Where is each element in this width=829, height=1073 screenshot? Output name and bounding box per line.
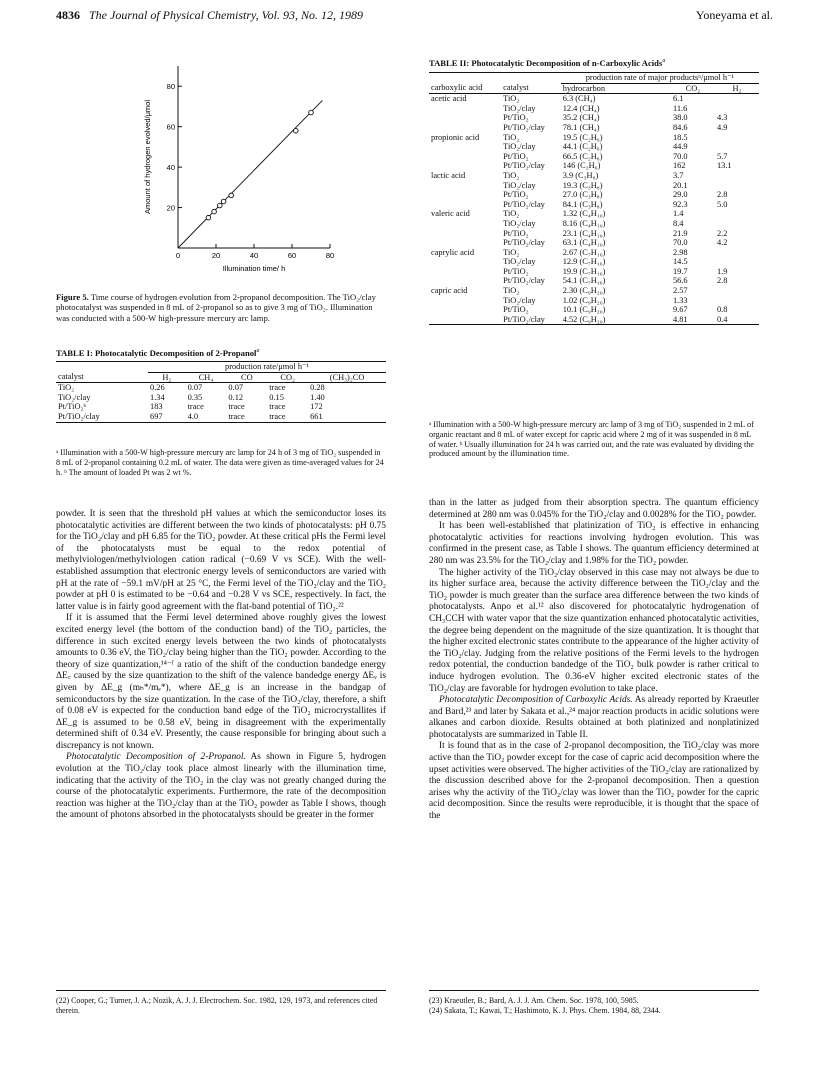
table-row [429,276,759,286]
data-point [309,110,314,115]
table-2-cell: 2.8 [716,276,728,286]
table-2-cell [715,133,759,143]
table-2-cell [429,238,501,248]
x-axis-label: Illumination time/ h [222,264,286,273]
table-1-cell: trace [187,402,204,412]
right-column [429,498,759,823]
table-2-cell: 146 (C₂H₆) [562,161,601,171]
y-tick-label: 20 [166,203,175,213]
table-2-cell: 0.8 [716,305,728,315]
table-2-cell: TiO₂ [503,132,520,142]
left-paragraph-3-text: As shown in Figure 5, hydrogen evolution at the TiO₂/clay took place almost linearly with the illumination time, indicating that the activity of the TiO₂ in the clay was not greatly changed during the course of the photocatalytic experiments. Furthermore, the rate of the decomposition reaction was higher at the TiO₂/clay than at the TiO₂ powder as Table I shows, though the amount of photons absorbed in the photocatalysts should be greater in the former [56,752,386,821]
left-paragraph-2: If it is assumed that the Fermi level determined above roughly gives the lowest excited energy level (the bottom of the conduction band) of the TiO₂ particles, the difference in such excited energy levels between the two kinds of photocatalysts amounts to 0.36 eV, the TiO₂/clay being higher than the TiO₂ powder. According to the theory of size quantization,¹⁴⁻ᶠ a ratio of the shift of the conduction bandedge energy ΔE꜀ caused by the size quantization to the shift of the valence bandedge energy ΔEᵥ is given by ΔE_g (mₕ*/mₑ*), where ΔE_g is an increase in the bandgap of semiconductors by the size quantization. In the case of the TiO₂/clay, therefore, a shift of 0.08 eV is expected for the conduction band edge of the TiO₂ microcrystallites if ΔE_g is assumed to be 0.58 eV, being in disagreement with the experimentally determined shift of 0.34 eV. Presently, the cause responsible for bringing about such a discrepancy is not known. [56,613,386,751]
table-row [429,142,759,152]
table-row [429,229,759,239]
table-2-cell [715,296,759,306]
table-row [429,190,759,200]
table-2-cell [429,123,501,133]
reference-22: (22) Cooper, G.; Turner, J. A.; Nozik, A. J. J. Electrochem. Soc. 1982, 129, 1973, and references cited therein. [56,996,378,1015]
y-tick-label: 80 [166,82,175,92]
table-2-cell: Pt/TiO₂ [503,113,529,123]
figure-5-chart [134,52,344,290]
table-2-cell: 35.2 (CH₄) [562,113,600,123]
table-2-cell: Pt/TiO₂ [503,190,529,200]
table-2-cell: 2.8 [716,190,728,200]
table-row [429,133,759,143]
table-2-cell [429,190,501,200]
table-1-cell: trace [269,402,286,412]
table-2-footnote: ᵃ Illumination with a 500-W high-pressure mercury arc lamp of 3 mg of TiO₂ suspended in 2 mL of organic reactant and 8 mL of water except for capric acid where 2 mg of it was suspended in 8 mL of water. ᵇ Usually illumination for 24 h was carried out, and the rate was evaluated by dividing the produced amount by the illumination time. [429,420,754,459]
data-point [229,193,234,198]
references-rule-right [429,990,759,991]
table-2-cell [429,276,501,286]
table-2-cell: 11.6 [672,103,688,113]
table-1-cell: 0.35 [187,392,203,402]
left-column [56,509,386,822]
right-paragraph-4 [429,695,759,741]
table-2-cell [429,104,501,114]
table-2-cell: 21.9 [672,228,688,238]
table-1-cell: 1.40 [310,392,325,402]
table-2-cell: 5.0 [716,199,728,209]
table-row [56,393,386,403]
page-number: 4836 [56,8,80,22]
table-2-cell: TiO₂ [503,286,520,296]
table-2-cell [715,104,759,114]
right-paragraph-5: It is found that as in the case of 2-propanol decomposition, the TiO₂/clay was more active than the TiO₂ powder except for the case of capric acid decomposition where the upset activities were observed. The higher activities of the TiO₂/clay are rationalized by the discussion described above for the 2-propanol decomposition. Then a question arises why the activity of the TiO₂/clay was lower than the TiO₂ powder for the capric acid decomposition. Since the results were reproducible, it is thought that the space of the [429,741,759,822]
table-2-cell: lactic acid [431,170,466,180]
table-2-header-0: carboxylic acid [431,83,483,93]
table-2-cell: acetic acid [431,94,467,104]
table-1-cell: trace [269,383,286,393]
x-tick-label: 40 [249,251,259,260]
x-tick-label: 60 [287,251,297,260]
data-point [221,199,226,204]
table-2-cell: 2.30 (C₉H₂₀) [562,286,606,296]
table-2-cell: Pt/TiO₂ [503,151,529,161]
table-2-cell [715,142,759,152]
table-2-cell: 4.52 (C₉H₂₀) [562,314,606,324]
table-row [429,113,759,123]
table-2-cell: TiO₂/clay [503,142,536,152]
table-2-cell: TiO₂/clay [503,218,536,228]
table-2-cell [429,267,501,277]
table-2-cell: Pt/TiO₂/clay [503,238,545,248]
table-2-cell: 2.98 [672,247,688,257]
table-2-cell [715,94,759,104]
data-point [294,128,299,133]
figure-5-caption-label: Figure 5. [56,292,89,302]
table-1-cell: 4.0 [187,411,199,421]
table-2-cell: Pt/TiO₂ [503,228,529,238]
table-2-grid [429,72,759,325]
table-2-title [429,58,665,68]
table-1-cell: Pt/TiO₂/clay [58,411,100,421]
table-2-cell: 54.1 (C₇H₁₆) [562,276,606,286]
table-2-title-text: TABLE II: Photocatalytic Decomposition of n-Carboxylic Acids [429,58,663,68]
table-2-cell: TiO₂ [503,247,520,257]
table-1-title-text: TABLE I: Photocatalytic Decomposition of 2-Propanol [56,348,257,358]
table-1-cell: TiO₂/clay [58,392,91,402]
table-row [429,286,759,296]
table-1-cell: 183 [150,402,163,412]
table-2-cell [429,257,501,267]
table-2-cell: 0.4 [716,314,728,324]
table-1-header-3: CO [241,372,253,382]
table-2 [429,72,759,325]
table-2-cell: 70.0 [672,151,688,161]
table-2-cell: 2.2 [716,228,728,238]
table-2-cell: 84.1 (C₃H₈) [562,199,603,209]
left-paragraph-1: powder. It is seen that the threshold pH values at which the semiconductor loses its photocatalytic activities are different between the two kinds of photocatalysts: pH 0.75 for the TiO₂/clay and pH 6.85 for the TiO₂ powder. At these critical pHs the Fermi level of the photocatalysts must be equal to the redox potential of methylviologen/methylviologen cation radical (−0.69 V vs SCE). With the well-established assumption that electronic energy levels of semiconductors are varied with pH at the rate of −59.1 mV/pH at 25 °C, the Fermi level of the TiO₂/clay and the TiO₂ powder at pH 0 is estimated to be −0.64 and −0.28 V vs SCE, respectively. In fact, the latter value is in fairly good agreement with the flat-band potential of TiO₂.²² [56,509,386,612]
table-2-cell: TiO₂ [503,209,520,219]
reference-24: (24) Sakata, T.; Kawai, T.; Hashimoto, K. J. Phys. Chem. 1984, 88, 2344. [429,1006,661,1015]
figure-5-caption [56,292,386,323]
table-1-footnote: ᵃ Illumination with a 500-W high-pressure mercury arc lamp for 24 h of 3 mg of TiO₂ suspended in 8 mL of 2-propanol containing 0.2 mL of water. The data were given as time-averaged values for 24 h. ᵇ The amount of loaded Pt was 2 wt %. [56,448,384,477]
table-2-cell: 19.3 (C₃H₈) [562,180,603,190]
table-2-cell: 4.3 [716,113,728,123]
section-heading-carboxylic: Photocatalytic Decomposition of Carboxylic Acids. [439,695,633,706]
table-row [429,161,759,171]
table-1-cell: 697 [150,411,163,421]
table-2-cell: 1.9 [716,266,728,276]
table-2-cell: 44.1 (C₂H₆) [562,142,603,152]
table-2-header-4: H₂ [732,83,742,93]
table-2-cell: 10.1 (C₉H₂₀) [562,305,606,315]
right-paragraph-4-text: As already reported by Kraeutler and Bard,²³ and later by Sakata et al.,²⁴ major reaction products in acidic solutions were alkanes and carbon dioxide. Results obtained at both platinized and nonplatinized photocatalysts are summarized in Table II. [429,695,759,740]
table-1-spanner: production rate/μmol h⁻¹ [148,362,386,373]
table-2-cell [429,200,501,210]
table-2-cell: 5.7 [716,151,728,161]
table-2-cell: TiO₂/clay [503,295,536,305]
table-1-cell: 661 [310,411,323,421]
y-tick-label: 40 [166,163,175,173]
table-2-cell: 14.5 [672,257,688,267]
table-1-cell: 0.07 [187,383,203,393]
table-row [429,171,759,181]
table-2-cell [429,305,501,315]
figure-5 [134,52,344,290]
table-2-title-mark: a [662,58,666,65]
table-2-cell: Pt/TiO₂/clay [503,199,545,209]
table-2-cell: 8.16 (C₄H₁₀) [562,218,606,228]
table-1-grid [56,361,386,423]
table-row [429,305,759,315]
table-1-header-0: catalyst [58,372,84,382]
table-2-cell: 1.33 [672,295,688,305]
table-2-cell: 19.9 (C₇H₁₆) [562,266,606,276]
table-2-cell: 18.5 [672,132,688,142]
table-2-cell: 66.5 (C₂H₆) [562,151,603,161]
table-1-cell: TiO₂ [58,383,75,393]
table-2-cell: 12.9 (C₇H₁₆) [562,257,606,267]
table-1-header-4: CO₂ [280,372,295,382]
table-2-cell: Pt/TiO₂/clay [503,314,545,324]
data-point [218,203,223,208]
table-1-cell: trace [228,402,245,412]
figure-5-caption-text: Time course of hydrogen evolution from 2-propanol decomposition. The TiO₂/clay photocatalyst was suspended in 8 mL of 2-propanol so as to give 3 mg of TiO₂. Illumination was conducted with a 500-W high-pressure mercury arc lamp. [56,292,376,323]
table-2-cell [715,257,759,267]
table-2-cell [429,229,501,239]
table-2-cell: TiO₂ [503,94,520,104]
table-1-cell: 1.34 [150,392,165,402]
table-2-cell: 1.32 (C₄H₁₀) [562,209,606,219]
table-2-header-1: catalyst [503,83,529,93]
table-2-cell: 38.0 [672,113,688,123]
table-2-cell: TiO₂/clay [503,257,536,267]
table-2-cell [429,142,501,152]
table-row [429,267,759,277]
table-1-cell: 0.12 [228,392,244,402]
table-2-header-2: hydrocarbon [562,83,606,93]
table-2-cell: 1.4 [672,209,684,219]
x-tick-label: 20 [211,251,221,260]
table-2-cell: 12.4 (CH₄) [562,103,600,113]
table-1-cell: 0.07 [228,383,244,393]
table-1-cell: Pt/TiO₂ᵇ [58,402,87,412]
table-row [429,200,759,210]
table-1 [56,361,386,423]
table-row [56,412,386,422]
table-2-cell [715,286,759,296]
table-2-spanner: production rate of major productsᵇ/μmol h⁻¹ [561,73,759,84]
section-heading-2-propanol: Photocatalytic Decomposition of 2-Propanol. [66,752,246,763]
table-2-cell: 6.1 [672,94,684,104]
table-row [429,238,759,248]
table-2-cell: Pt/TiO₂/clay [503,122,545,132]
table-2-cell [715,181,759,191]
table-2-cell: 13.1 [716,161,732,171]
table-row [429,209,759,219]
table-2-cell: valeric acid [431,209,470,219]
right-paragraph-2: It has been well-established that platinization of TiO₂ is effective in enhancing photocatalytic activities for reactions involving hydrogen evolution. This was confirmed in the present case, as Table I shows. The quantum efficiency determined at 280 nm was 23.5% for the TiO₂/clay and 1.98% for the TiO₂ powder. [429,521,759,566]
table-2-cell [429,181,501,191]
table-2-cell: 29.0 [672,190,688,200]
table-2-cell: 20.1 [672,180,688,190]
table-1-cell: trace [228,411,245,421]
table-2-cell: 23.1 (C₄H₁₀) [562,228,606,238]
table-row [429,257,759,267]
table-row [429,152,759,162]
table-2-cell: Pt/TiO₂ [503,266,529,276]
table-row [56,383,386,393]
author-header: Yoneyama et al. [695,8,773,22]
table-row [429,104,759,114]
table-2-cell [429,113,501,123]
table-2-cell: 27.0 (C₃H₈) [562,190,603,200]
y-tick-label: 60 [166,122,175,132]
table-2-cell [715,248,759,258]
table-1-cell: 0.28 [310,383,325,393]
table-row [429,248,759,258]
table-2-cell [429,296,501,306]
table-row [429,181,759,191]
table-2-cell: 4.2 [716,238,728,248]
x-tick-label: 0 [175,251,181,260]
table-1-cell: 0.26 [150,383,165,393]
table-2-cell: TiO₂/clay [503,180,536,190]
table-2-cell: 3.9 (C₃H₈) [562,170,599,180]
data-point [206,215,211,220]
table-row [429,315,759,325]
table-2-cell: 70.0 [672,238,688,248]
data-point [212,209,217,214]
table-row [429,123,759,133]
table-1-cell: 172 [310,402,323,412]
x-tick-label: 80 [325,251,335,260]
table-2-cell: Pt/TiO₂/clay [503,161,545,171]
table-1-title [56,348,259,358]
table-2-cell: capric acid [431,286,468,296]
table-2-cell: 63.1 (C₄H₁₀) [562,238,606,248]
table-2-cell [715,171,759,181]
right-paragraph-1: than in the latter as judged from their absorption spectra. The quantum efficiency determined at 280 nm was 0.045% for the TiO₂/clay and 0.0028% for the TiO₂ powder. [429,498,759,520]
table-1-header-5: (CH₃)₂CO [329,372,365,382]
table-2-cell: 8.4 [672,218,684,228]
table-2-cell: 84.6 [672,122,688,132]
table-2-cell: 78.1 (CH₄) [562,122,600,132]
table-row [429,94,759,104]
table-2-cell [429,219,501,229]
left-paragraph-3 [56,752,386,822]
references-rule-left [56,990,386,991]
table-2-cell: 44.9 [672,142,688,152]
right-paragraph-3: The higher activity of the TiO₂/clay observed in this case may not always be due to its higher surface area, because the activity difference between the TiO₂/clay and the TiO₂ powder is much greater than the surface area difference between the two kinds of photocatalysts. Anpo et al.¹² also discovered for photocatalytic hydrogenation of CH₃CCH with water vapor that the size quantization enhanced photocatalytic activities, the degree being dependent on the magnitude of the size quantization. It is thought that the higher excited electronic states contribute to the appearance of the higher activity of the TiO₂/clay. Judging from the relative positions of the Fermi levels to the hydrogen redox potential, the conduction bandedge of the TiO₂ bulk powder is rather critical to induce hydrogen evolution. The 0.36-eV higher excited electronic states of the TiO₂/clay are favorable for hydrogen evolution to take place. [429,567,759,694]
table-2-cell: 19.5 (C₂H₆) [562,132,603,142]
table-row [429,219,759,229]
table-2-cell: Pt/TiO₂ [503,305,529,315]
table-2-cell: 1.02 (C₉H₂₀) [562,295,606,305]
table-1-title-mark: a [256,348,260,355]
table-2-cell: caprylic acid [431,247,475,257]
table-2-cell: 162 [672,161,686,171]
table-2-cell: 2.67 (C₇H₁₆) [562,247,606,257]
table-1-cell: trace [269,411,286,421]
table-2-cell: 6.3 (CH₄) [562,94,596,104]
table-2-cell [429,152,501,162]
table-2-cell: 19.7 [672,266,688,276]
table-2-cell: TiO₂/clay [503,103,536,113]
table-2-cell: 56.6 [672,276,688,286]
table-2-cell: propionic acid [431,132,480,142]
table-2-cell [715,209,759,219]
journal-name: The Journal of Physical Chemistry, Vol. 93, No. 12, 1989 [89,8,363,22]
table-1-header-1: H₂ [162,372,172,382]
running-header [56,8,363,23]
table-2-cell [429,161,501,171]
fit-line [178,100,322,248]
table-row [56,402,386,412]
table-2-cell [429,315,501,325]
table-2-cell: 4.81 [672,314,688,324]
table-1-header-2: CH₄ [198,372,214,382]
table-2-cell [715,219,759,229]
table-1-cell: 0.15 [269,392,284,402]
table-2-cell: 92.3 [672,199,688,209]
table-2-cell: Pt/TiO₂/clay [503,276,545,286]
table-2-cell: 9.67 [672,305,688,315]
table-2-cell: TiO₂ [503,170,520,180]
table-2-cell: 3.7 [672,170,684,180]
table-2-cell: 4.9 [716,122,728,132]
reference-23: (23) Kraeutler, B.; Bard, A. J. J. Am. Chem. Soc. 1978, 100, 5985. [429,996,639,1005]
table-row [429,296,759,306]
table-2-cell: 2.57 [672,286,688,296]
table-2-header-3: CO₂ [685,83,701,93]
y-axis-label: Amount of hydrogen evolved/μmol [143,100,152,214]
